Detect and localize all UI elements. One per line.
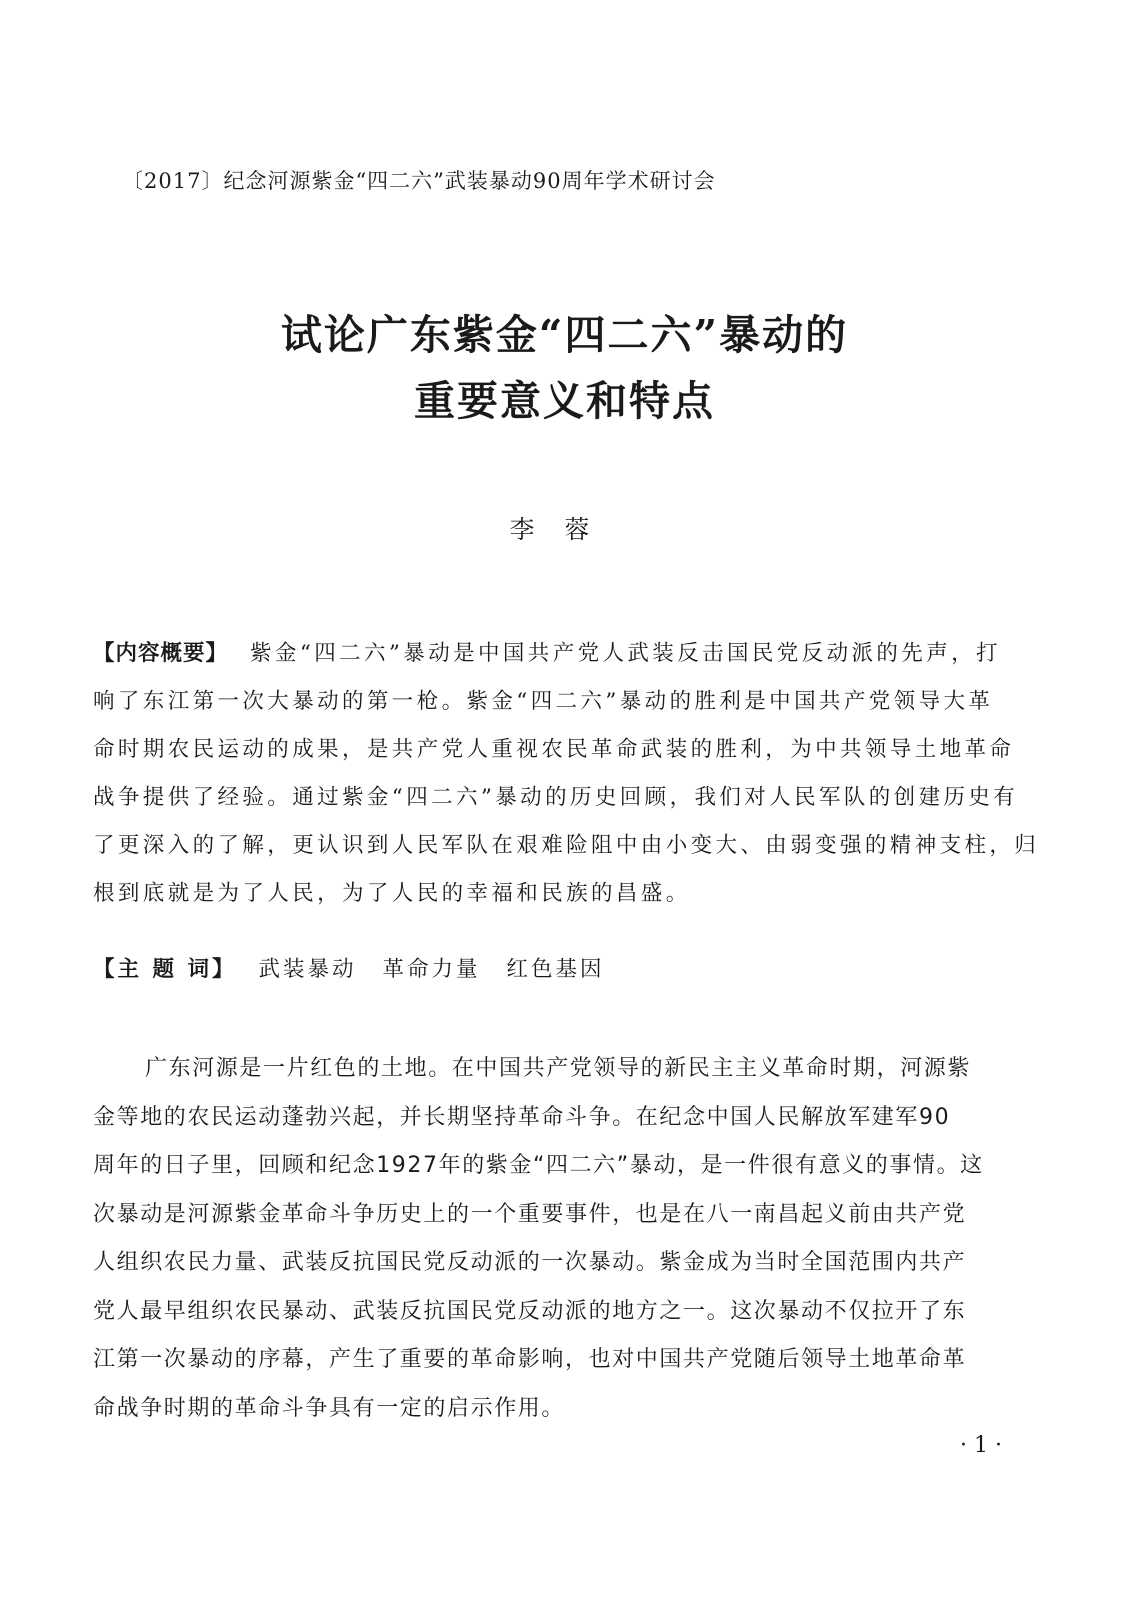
abstract-text: 紫金“四二六”暴动是中国共产党人武装反击国民党反动派的先声，打 [250,641,1001,666]
body-line: 人组织农民力量、武装反抗国民党反动派的一次暴动。紫金成为当时全国范围内共产 [93,1250,967,1275]
keywords-label: 【主 题 词】 [93,957,237,982]
body-line: 金等地的农民运动蓬勃兴起，并长期坚持革命斗争。在纪念中国人民解放军建军90 [93,1104,951,1130]
abstract-line: 了更深入的了解，更认识到人民军队在艰难险阻中由小变大、由弱变强的精神支柱，归 [93,833,1040,858]
body-line: 党人最早组织农民暴动、武装反抗国民党反动派的地方之一。这次暴动不仅拉开了东 [93,1298,967,1324]
body-line: 广东河源是一片红色的土地。在中国共产党领导的新民主主义革命时期，河源紫 [145,1056,972,1081]
conference-header: 〔2017〕纪念河源紫金“四二六”武装暴动90周年学术研讨会 [122,169,716,193]
title-line-1: 试论广东紫金“四二六”暴动的 [280,311,849,359]
keyword: 革命力量 [382,957,481,982]
abstract-line [93,630,1033,678]
abstract-section [93,630,1040,918]
abstract-line: 战争提供了经验。通过紫金“四二六”暴动的历史回顾，我们对人民军队的创建历史有 [93,785,1019,810]
abstract-line: 根到底就是为了人民，为了人民的幸福和民族的昌盛。 [93,881,691,906]
abstract-line: 响了东江第一次大暴动的第一枪。紫金“四二六”暴动的胜利是中国共产党领导大革 [93,689,994,714]
keyword: 红色基因 [506,957,605,982]
body-line: 江第一次暴动的序幕，产生了重要的革命影响，也对中国共产党随后领导土地革命革 [93,1347,967,1372]
keyword: 武装暴动 [258,957,357,982]
page-number: · 1 · [960,1433,1002,1458]
keywords-section [93,954,631,986]
body-paragraph [93,1045,1033,1433]
body-line: 周年的日子里，回顾和纪念1927年的紫金“四二六”暴动，是一件很有意义的事情。这 [93,1153,984,1178]
abstract-label: 【内容概要】 [93,641,229,666]
paper-title [0,302,1129,434]
author-name: 李蓉 [509,515,620,544]
body-line: 次暴动是河源紫金革命斗争历史上的一个重要事件，也是在八一南昌起义前由共产党 [93,1201,967,1227]
title-line-2: 重要意义和特点 [414,377,715,425]
body-line: 命战争时期的革命斗争具有一定的启示作用。 [93,1395,566,1421]
abstract-line: 命时期农民运动的成果，是共产党人重视农民革命武装的胜利，为中共领导土地革命 [93,737,1015,762]
